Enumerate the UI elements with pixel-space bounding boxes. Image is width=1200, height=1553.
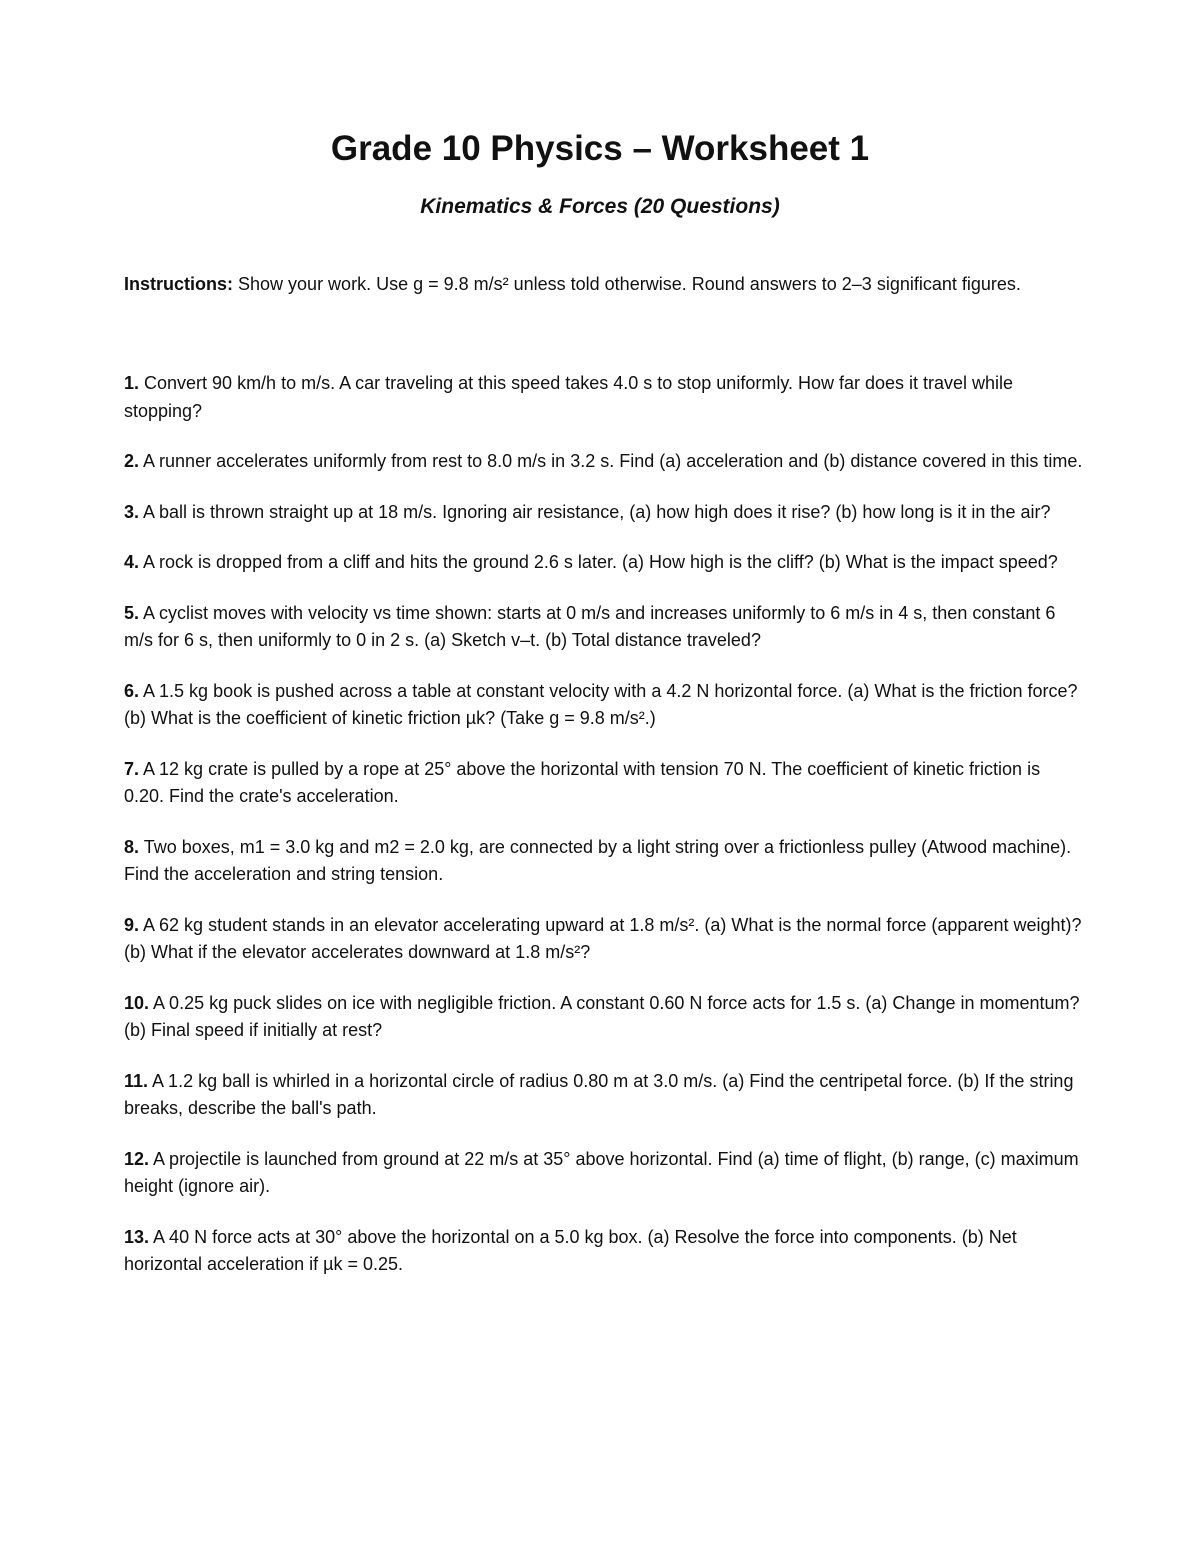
question-number: 5. — [124, 602, 140, 623]
question-text: A 0.25 kg puck slides on ice with negligible friction. A constant 0.60 N force acts for 1.5 s. (a) Change in momentum? (b) Final speed if initially at rest? — [124, 992, 1080, 1040]
question-number: 6. — [124, 680, 140, 701]
question-number: 7. — [124, 758, 140, 779]
question-item — [124, 1146, 1084, 1201]
question-text: Two boxes, m1 = 3.0 kg and m2 = 2.0 kg, are connected by a light string over a frictionless pulley (Atwood machine). Find the acceleration and string tension. — [124, 836, 1072, 884]
instructions-text: Show your work. Use g = 9.8 m/s² unless told otherwise. Round answers to 2–3 significant figures. — [233, 274, 1021, 294]
page-title: Grade 10 Physics – Worksheet 1 — [330, 129, 870, 168]
question-number: 2. — [124, 451, 140, 471]
question-item — [124, 1068, 1084, 1123]
question-text: A 1.2 kg ball is whirled in a horizontal circle of radius 0.80 m at 3.0 m/s. (a) Find the centripetal force. (b) If the string breaks, describe the ball's path. — [124, 1070, 1074, 1118]
page-subtitle: Kinematics & Forces (20 Questions) — [420, 195, 780, 218]
question-number: 8. — [124, 836, 140, 857]
instructions-paragraph — [124, 271, 1084, 299]
question-text: A 62 kg student stands in an elevator accelerating upward at 1.8 m/s². (a) What is the normal force (apparent weight)? (b) What if the elevator accelerates downward at 1.8 m/s²? — [124, 914, 1082, 962]
question-text: A ball is thrown straight up at 18 m/s. Ignoring air resistance, (a) how high does it rise? (b) how long is it in the air? — [139, 501, 1051, 522]
question-item — [124, 1224, 1084, 1279]
question-number: 11. — [124, 1070, 149, 1091]
question-text: A runner accelerates uniformly from rest to 8.0 m/s in 3.2 s. Find (a) acceleration and (b) distance covered in this time. — [139, 451, 1083, 471]
question-number: 9. — [124, 914, 140, 935]
question-text: Convert 90 km/h to m/s. A car traveling at this speed takes 4.0 s to stop uniformly. How far does it travel while stopping? — [124, 373, 1014, 421]
question-item — [124, 756, 1084, 811]
question-text: A projectile is launched from ground at 22 m/s at 35° above horizontal. Find (a) time of flight, (b) range, (c) maximum height (ignore air). — [124, 1148, 1079, 1196]
question-item — [124, 834, 1084, 889]
question-item — [124, 370, 1084, 425]
question-number: 4. — [124, 552, 140, 572]
question-item — [124, 912, 1084, 967]
question-item — [124, 448, 1084, 476]
question-list — [124, 370, 1084, 1302]
question-item — [124, 600, 1084, 655]
question-number: 12. — [124, 1148, 150, 1169]
question-item — [124, 678, 1084, 733]
question-item — [124, 990, 1084, 1045]
question-item — [124, 499, 1084, 527]
question-number: 10. — [124, 992, 150, 1013]
question-text: A cyclist moves with velocity vs time shown: starts at 0 m/s and increases uniformly to 6 m/s in 4 s, then constant 6 m/s for 6 s, then uniformly to 0 in 2 s. (a) Sketch v–t. (b) Total distance traveled? — [124, 602, 1056, 650]
instructions-label: Instructions: — [124, 274, 234, 294]
question-text: A 40 N force acts at 30° above the horizontal on a 5.0 kg box. (a) Resolve the force into components. (b) Net horizontal acceleration if µk = 0.25. — [124, 1226, 1017, 1274]
question-text: A 1.5 kg book is pushed across a table at constant velocity with a 4.2 N horizontal force. (a) What is the friction force? (b) What is the coefficient of kinetic friction µk? (Take g = 9.8 m/s².) — [124, 680, 1078, 728]
question-text: A 12 kg crate is pulled by a rope at 25° above the horizontal with tension 70 N. The coefficient of kinetic friction is 0.20. Find the crate's acceleration. — [124, 758, 1041, 806]
question-number: 3. — [124, 501, 140, 522]
question-item — [124, 549, 1084, 577]
question-number: 13. — [124, 1226, 150, 1247]
question-text: A rock is dropped from a cliff and hits the ground 2.6 s later. (a) How high is the cliff? (b) What is the impact speed? — [139, 552, 1058, 572]
question-number: 1. — [124, 373, 140, 393]
